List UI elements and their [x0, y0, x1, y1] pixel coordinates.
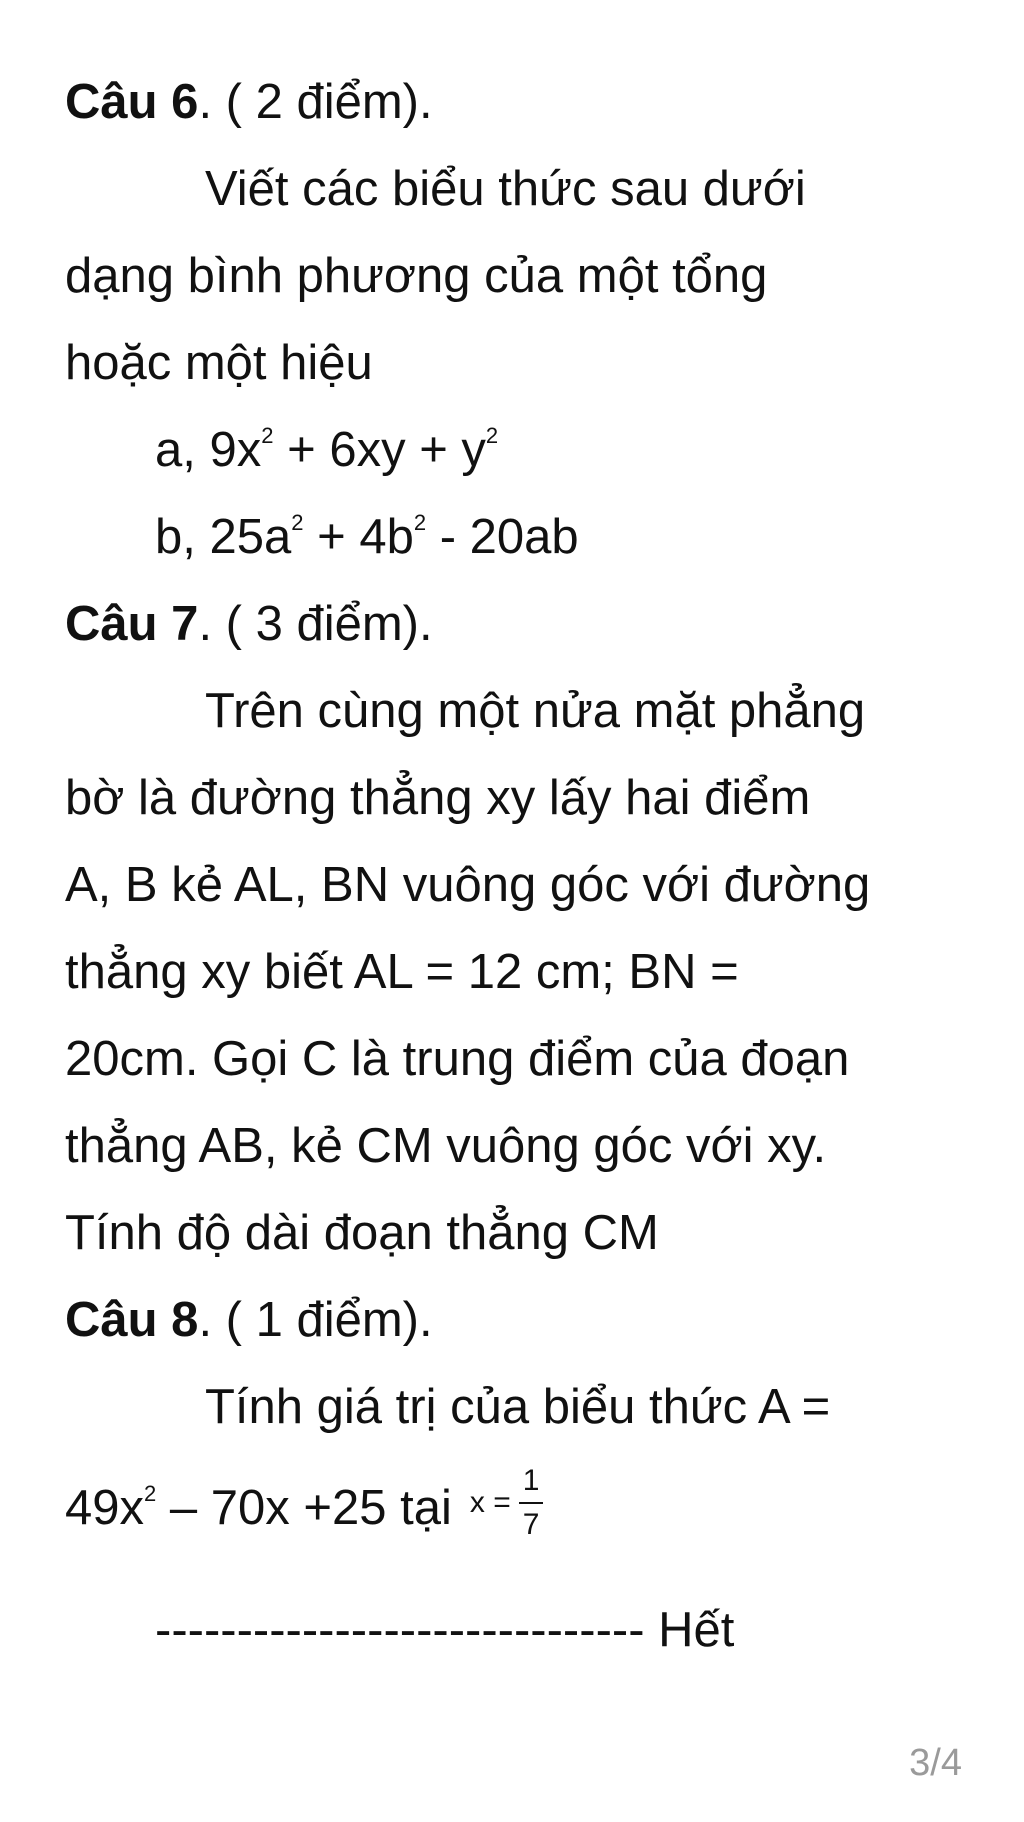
q6-b-pre: b, 25a	[155, 510, 292, 564]
fraction	[519, 1466, 544, 1540]
q7-line-4: thẳng xy biết AL = 12 cm; BN =	[65, 945, 739, 999]
q7-line-1: Trên cùng một nửa mặt phẳng	[205, 684, 866, 738]
fraction-denominator: 7	[522, 1508, 540, 1541]
q6-a-mid: + 6xy + y	[273, 423, 486, 477]
q6-a-pre: a, 9x	[155, 423, 262, 477]
q6-intro: Viết các biểu thức sau dưới	[205, 162, 806, 216]
q8-expr-exponent: 2	[144, 1480, 157, 1506]
q7-points: . ( 3 điểm).	[198, 597, 433, 651]
q6-line2: dạng bình phương của một tổng	[65, 249, 768, 303]
q7-label: Câu 7	[65, 597, 199, 651]
q6-line3: hoặc một hiệu	[65, 336, 373, 390]
q6-label: Câu 6	[65, 75, 199, 129]
q6-points: . ( 2 điểm).	[198, 75, 433, 129]
q8-expr-pre: 49x	[65, 1480, 145, 1535]
end-marker: ------------------------------ Hết	[155, 1603, 735, 1657]
q6-b-mid: + 4b	[303, 510, 414, 564]
fraction-bar	[519, 1502, 544, 1504]
q7-line-5: 20cm. Gọi C là trung điểm của đoạn	[65, 1032, 850, 1086]
q6-part-a	[155, 420, 498, 480]
q6-part-b	[155, 507, 579, 567]
q8-expression	[65, 1464, 543, 1548]
q7-line-7: Tính độ dài đoạn thẳng CM	[65, 1206, 659, 1260]
q8-x-value	[470, 1466, 544, 1540]
q8-label: Câu 8	[65, 1293, 199, 1347]
fraction-numerator: 1	[522, 1464, 540, 1497]
q6-b-exponent-2: 2	[413, 509, 427, 535]
q7-heading	[65, 594, 433, 654]
q8-points: . ( 1 điểm).	[198, 1293, 433, 1347]
q6-b-post: - 20ab	[426, 510, 579, 564]
q8-var: x =	[469, 1486, 511, 1519]
q7-line-3: A, B kẻ AL, BN vuông góc với đường	[65, 858, 871, 912]
q6-b-exponent-1: 2	[291, 509, 304, 535]
q6-a-exponent-2: 2	[485, 422, 499, 448]
q8-expr-post: – 70x +25 tại	[156, 1480, 452, 1535]
q6-heading	[65, 72, 433, 132]
q7-line-2: bờ là đường thẳng xy lấy hai điểm	[65, 771, 811, 825]
page-number: 3/4	[909, 1742, 962, 1784]
q6-a-exponent-1: 2	[261, 422, 274, 448]
q8-intro: Tính giá trị của biểu thức A =	[205, 1380, 831, 1434]
q8-heading	[65, 1290, 433, 1350]
q7-line-6: thẳng AB, kẻ CM vuông góc với xy.	[65, 1119, 827, 1173]
